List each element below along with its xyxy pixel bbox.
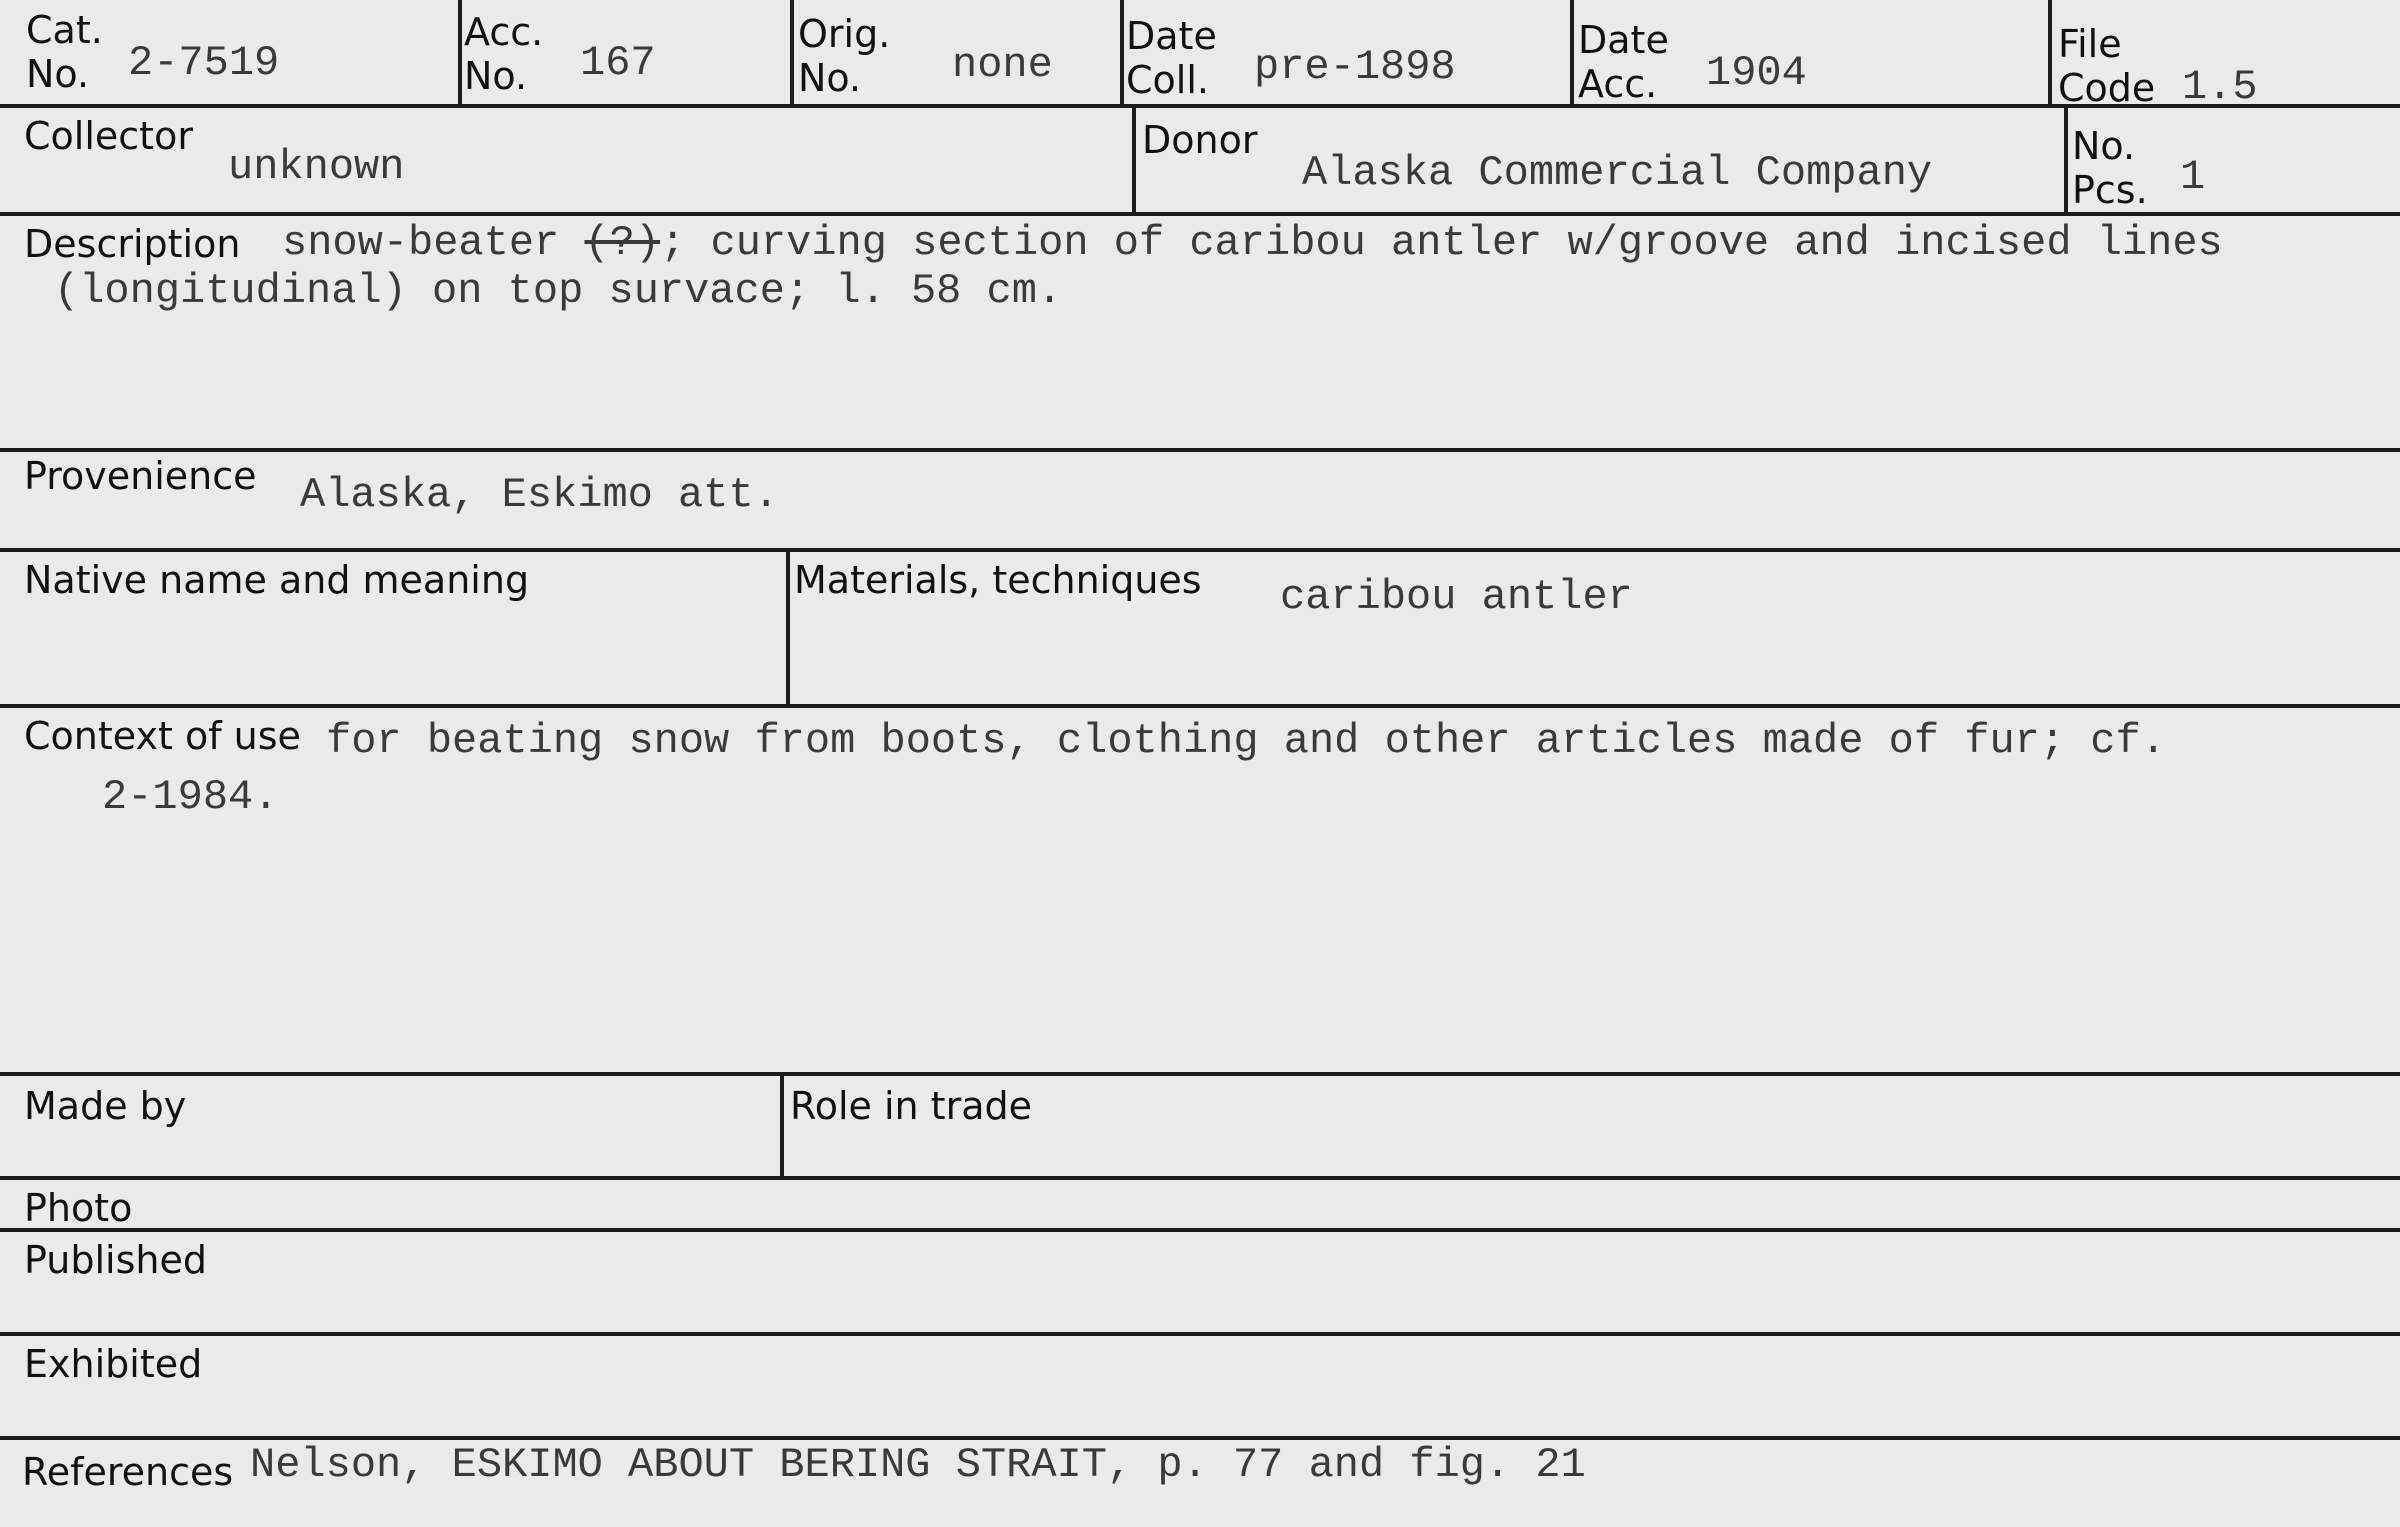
rule-provenience (0, 548, 2400, 552)
acc-no-label: Acc. No. (464, 10, 544, 98)
description-struck-text: (?) (584, 219, 661, 267)
published-label: Published (24, 1238, 207, 1282)
description-object-name: snow-beater (282, 219, 560, 267)
rule-context (0, 1072, 2400, 1076)
photo-label: Photo (24, 1186, 133, 1230)
date-acc-label: Date Acc. (1578, 18, 1669, 106)
cat-no-label: Cat. No. (26, 8, 103, 96)
provenience-value: Alaska, Eskimo att. (300, 471, 779, 519)
collector-label: Collector (24, 114, 193, 158)
materials-label: Materials, techniques (794, 558, 1202, 602)
orig-no-label: Orig. No. (798, 12, 891, 100)
vrule-4 (1570, 0, 1574, 106)
donor-value: Alaska Commercial Company (1302, 149, 1933, 197)
vrule-1 (458, 0, 462, 106)
rule-header (0, 104, 2400, 108)
rule-photo (0, 1228, 2400, 1232)
file-code-label: File Code (2058, 22, 2156, 110)
references-value: Nelson, ESKIMO ABOUT BERING STRAIT, p. 77 and fig. 21 (250, 1441, 1586, 1489)
rule-description (0, 448, 2400, 452)
materials-value: caribou antler (1280, 573, 1633, 621)
vrule-5 (2048, 0, 2052, 106)
description-line-1 (282, 218, 2223, 268)
rule-collector (0, 212, 2400, 216)
made-by-label: Made by (24, 1084, 187, 1128)
date-coll-label: Date Coll. (1126, 14, 1217, 102)
vrule-6 (1132, 106, 1136, 214)
pcs-label: No. Pcs. (2072, 124, 2148, 212)
vrule-2 (790, 0, 794, 106)
vrule-3 (1120, 0, 1124, 106)
vrule-7 (2064, 106, 2068, 214)
role-in-trade-label: Role in trade (790, 1084, 1032, 1128)
orig-no-value: none (952, 41, 1053, 89)
vrule-9 (780, 1074, 784, 1178)
pcs-value: 1 (2180, 153, 2206, 201)
date-coll-value: pre-1898 (1254, 43, 1456, 91)
cat-no-value: 2-7519 (128, 39, 280, 87)
rule-made-by (0, 1176, 2400, 1180)
exhibited-label: Exhibited (24, 1342, 203, 1386)
date-acc-value: 1904 (1706, 49, 1807, 97)
references-label: References (22, 1450, 234, 1494)
rule-native (0, 704, 2400, 708)
description-line-2: (longitudinal) on top survace; l. 58 cm. (54, 267, 1063, 315)
acc-no-value: 167 (580, 39, 656, 87)
rule-published (0, 1332, 2400, 1336)
description-label: Description (24, 222, 241, 266)
context-line-1: for beating snow from boots, clothing and other articles made of fur; cf. (326, 717, 2166, 765)
description-text-1: ; curving section of caribou antler w/groove and incised lines (660, 219, 2223, 267)
native-name-label: Native name and meaning (24, 558, 530, 602)
context-label: Context of use (24, 714, 301, 758)
vrule-8 (786, 550, 790, 706)
collector-value: unknown (228, 143, 405, 191)
file-code-value: 1.5 (2182, 63, 2258, 111)
context-line-2: 2-1984. (102, 773, 279, 821)
provenience-label: Provenience (24, 454, 257, 498)
donor-label: Donor (1142, 118, 1258, 162)
